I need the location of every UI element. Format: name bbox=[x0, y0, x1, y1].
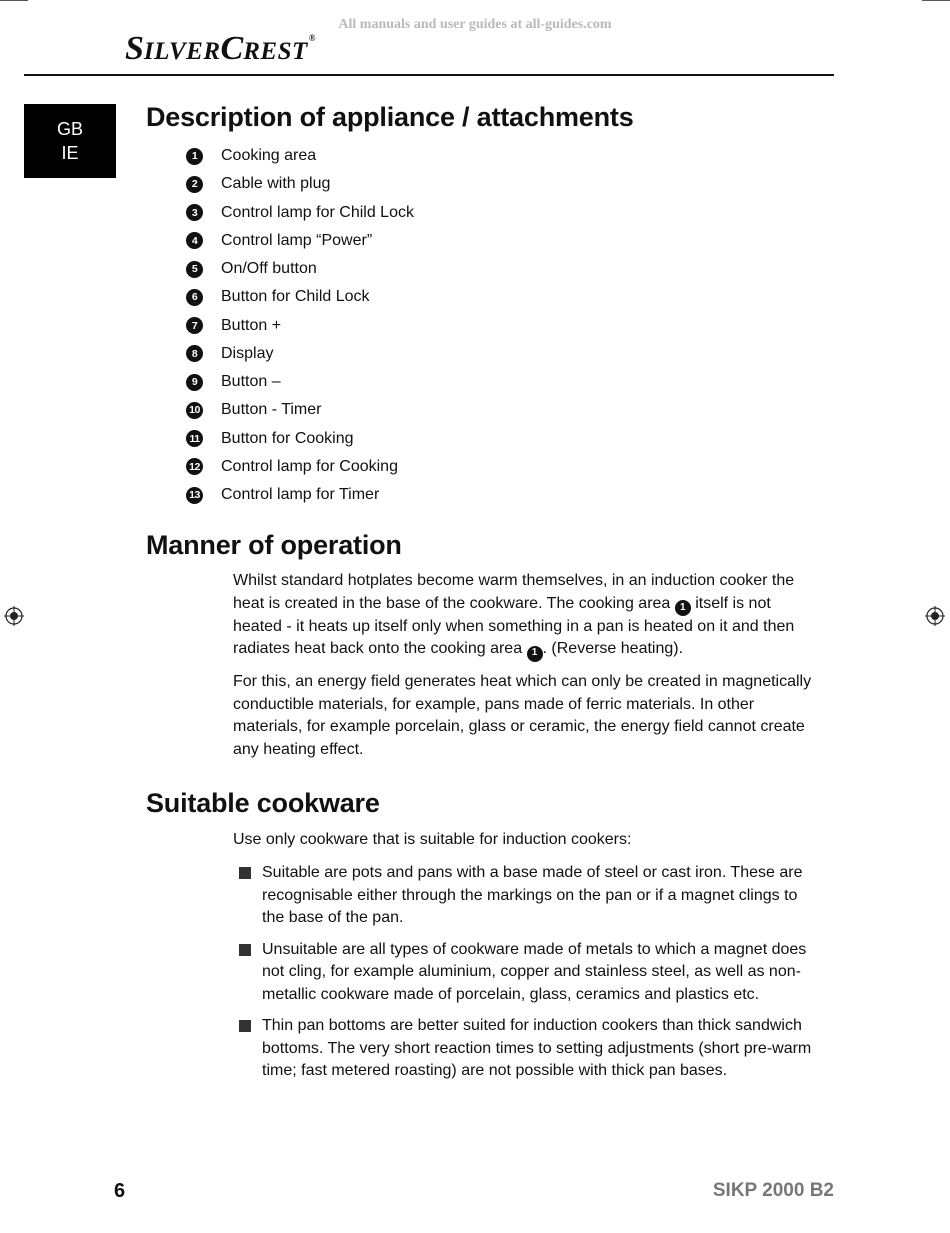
cookware-bullet-list bbox=[239, 862, 814, 1092]
part-label: Cable with plug bbox=[221, 175, 331, 193]
header-rule bbox=[24, 74, 834, 76]
logo-letter: S bbox=[125, 30, 144, 67]
brand-logo bbox=[125, 30, 315, 68]
language-tab bbox=[24, 104, 116, 178]
part-number-badge: 9 bbox=[186, 374, 203, 391]
parts-list bbox=[186, 142, 414, 509]
part-number-badge: 10 bbox=[186, 402, 203, 419]
part-label: Button + bbox=[221, 316, 282, 334]
part-list-item bbox=[186, 142, 414, 170]
part-list-item bbox=[186, 453, 414, 481]
square-bullet-icon bbox=[239, 867, 251, 879]
part-reference-badge: 1 bbox=[527, 646, 543, 662]
part-label: Display bbox=[221, 344, 274, 362]
watermark-text: All manuals and user guides at all-guides.com bbox=[338, 17, 612, 32]
square-bullet-icon bbox=[239, 944, 251, 956]
section-heading-description: Description of appliance / attachments bbox=[146, 102, 634, 132]
section-heading-cookware: Suitable cookware bbox=[146, 788, 380, 818]
square-bullet-icon bbox=[239, 1020, 251, 1032]
part-number-badge: 13 bbox=[186, 487, 203, 504]
part-number-badge: 12 bbox=[186, 458, 203, 475]
part-label: Button for Cooking bbox=[221, 429, 354, 447]
part-number-badge: 11 bbox=[186, 430, 203, 447]
part-number-badge: 3 bbox=[186, 204, 203, 221]
paragraph-text: itself is not heated - it heats up itself only when something in a pan is heated on it and then radiates heat back onto the cooking area bbox=[233, 594, 795, 658]
part-label: Cooking area bbox=[221, 147, 317, 165]
part-number-badge: 7 bbox=[186, 317, 203, 334]
operation-paragraph-1 bbox=[233, 570, 813, 662]
part-number-badge: 8 bbox=[186, 345, 203, 362]
registered-mark: ® bbox=[308, 33, 316, 43]
logo-letter: C bbox=[220, 30, 244, 67]
part-list-item bbox=[186, 368, 414, 396]
logo-letters: REST bbox=[243, 38, 308, 65]
part-list-item bbox=[186, 312, 414, 340]
part-label: On/Off button bbox=[221, 260, 317, 278]
part-label: Button - Timer bbox=[221, 401, 322, 419]
part-label: Button – bbox=[221, 373, 281, 391]
language-code: IE bbox=[61, 143, 79, 163]
language-code: GB bbox=[56, 119, 83, 139]
operation-paragraph-2: For this, an energy field generates heat which can only be created in magnetically conductible materials, for example, pans made of ferric materials. In other materials, for example porcelain, glass or ceramic, the energy field cannot create any heating effect. bbox=[233, 673, 812, 758]
part-list-item bbox=[186, 425, 414, 453]
part-number-badge: 2 bbox=[186, 176, 203, 193]
part-label: Control lamp for Child Lock bbox=[221, 203, 414, 221]
paragraph-text: Whilst standard hotplates become warm themselves, in an induction cooker the heat is created in the base of the cookware. The cooking area bbox=[233, 572, 795, 612]
part-list-item bbox=[186, 283, 414, 311]
cookware-bullet-item bbox=[239, 862, 814, 930]
part-number-badge: 4 bbox=[186, 232, 203, 249]
part-list-item bbox=[186, 340, 414, 368]
bullet-text: Thin pan bottoms are better suited for induction cookers than thick sandwich bottoms. The very short reaction times to setting adjustments (short pre-warm time; fast metered roasting) are not possible with thick pan bases. bbox=[262, 1017, 812, 1079]
cookware-bullet-item bbox=[239, 1015, 814, 1083]
page-number: 6 bbox=[114, 1180, 126, 1202]
section-heading-operation: Manner of operation bbox=[146, 530, 402, 560]
logo-letters: ILVER bbox=[143, 38, 221, 65]
crop-mark-right bbox=[922, 0, 950, 1]
bullet-text: Suitable are pots and pans with a base made of steel or cast iron. These are recognisable either through the markings on the pan or if a magnet clings to the base of the pan. bbox=[262, 864, 803, 926]
part-number-badge: 5 bbox=[186, 261, 203, 278]
part-list-item bbox=[186, 481, 414, 509]
part-list-item bbox=[186, 255, 414, 283]
part-number-badge: 6 bbox=[186, 289, 203, 306]
part-number-badge: 1 bbox=[186, 148, 203, 165]
paragraph-text: . (Reverse heating). bbox=[542, 640, 684, 658]
part-label: Control lamp for Cooking bbox=[221, 457, 398, 475]
part-list-item bbox=[186, 227, 414, 255]
part-label: Control lamp “Power” bbox=[221, 231, 373, 249]
crop-mark-left bbox=[0, 0, 28, 1]
part-label: Button for Child Lock bbox=[221, 288, 370, 306]
part-reference-badge: 1 bbox=[675, 600, 691, 616]
registration-mark-icon bbox=[4, 606, 24, 626]
part-list-item bbox=[186, 170, 414, 198]
part-label: Control lamp for Timer bbox=[221, 486, 380, 504]
cookware-bullet-item bbox=[239, 939, 814, 1007]
registration-mark-icon bbox=[925, 606, 945, 626]
part-list-item bbox=[186, 396, 414, 424]
model-number: SIKP 2000 B2 bbox=[712, 1180, 834, 1201]
bullet-text: Unsuitable are all types of cookware made of metals to which a magnet does not cling, for example aluminium, copper and stainless steel, as well as non-metallic cookware made of porcelain, glass, ceramics and plastics etc. bbox=[262, 940, 807, 1003]
part-list-item bbox=[186, 199, 414, 227]
cookware-intro: Use only cookware that is suitable for induction cookers: bbox=[233, 831, 632, 848]
